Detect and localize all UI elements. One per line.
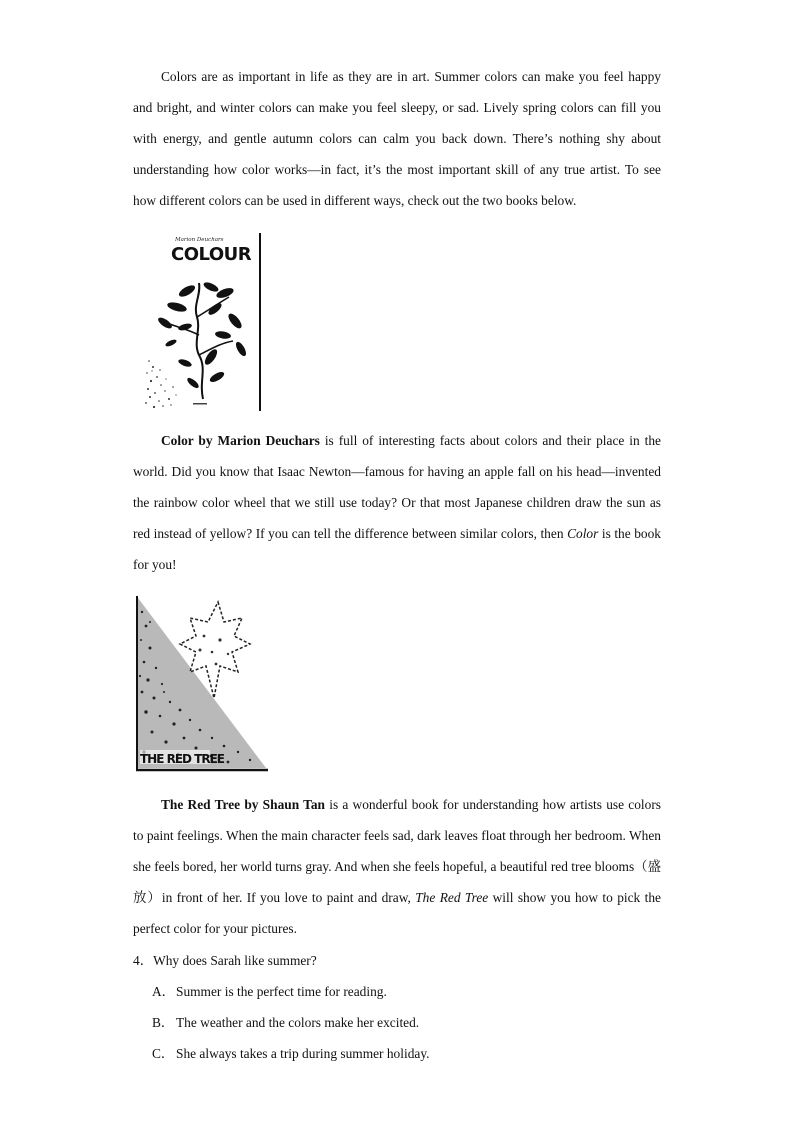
book2-text-end: will show you how to pick the perfect color for your pictures. [133,890,661,936]
book2-bold-title: The Red Tree by Shaun Tan [161,797,325,812]
cover1-title: COLOUR [171,244,252,265]
question-number: 4． [133,953,154,968]
intro-paragraph-text: Colors are as important in life as they are in art. Summer colors can make you feel happy and bright, and winter colors can make you feel sleepy, or sad. Lively spring colors can fill you with energy, and gentle autumn colors can calm you back down. There’s nothing shy about understanding how color works—in fact, it’s the most important skill of any true artist. To see how different colors can be used in different ways, check out the two books below. [133,69,661,208]
option-a-text: Summer is the perfect time for reading. [176,984,387,999]
option-b[interactable] [152,1013,419,1033]
book1-italic-title: Color [567,526,599,541]
colour-book-cover-image [141,231,265,413]
question-text: Why does Sarah like summer? [153,953,317,968]
red-tree-book-cover-image [134,592,270,776]
option-b-text: The weather and the colors make her excited. [176,1015,420,1030]
option-a-letter: A． [152,984,176,999]
option-c[interactable] [152,1044,430,1064]
option-a[interactable] [152,982,387,1002]
book1-bold-title: Color by Marion Deuchars [161,433,320,448]
cover1-author: Marion Deuchars [175,237,224,243]
cover2-title-lettering: THE RED TREE [140,752,224,766]
book1-paragraph [133,425,661,580]
book2-italic-title: The Red Tree [415,890,489,905]
question-4 [133,951,317,971]
option-c-text: She always takes a trip during summer holiday. [176,1046,430,1061]
option-b-letter: B． [152,1015,175,1030]
intro-paragraph [133,61,661,216]
option-c-letter: C． [152,1046,175,1061]
book2-text: is a wonderful book for understanding how artists use colors to paint feelings. When the main character feels sad, dark leaves float through her bedroom. When she feels bored, her world turns gray. And when she feels hopeful, a beautiful red tree blooms（盛放）in front of her. If you love to paint and draw, [133,797,661,905]
book1-text: is full of interesting facts about colors and their place in the world. Did you know that Isaac Newton—famous for having an apple fall on his head—invented the rainbow color wheel that we still use today? Or that most Japanese children draw the sun as red instead of yellow? If you can tell the difference between similar colors, then [133,433,661,541]
book1-text-end: is the book for you! [133,526,662,572]
book2-paragraph [133,789,661,944]
